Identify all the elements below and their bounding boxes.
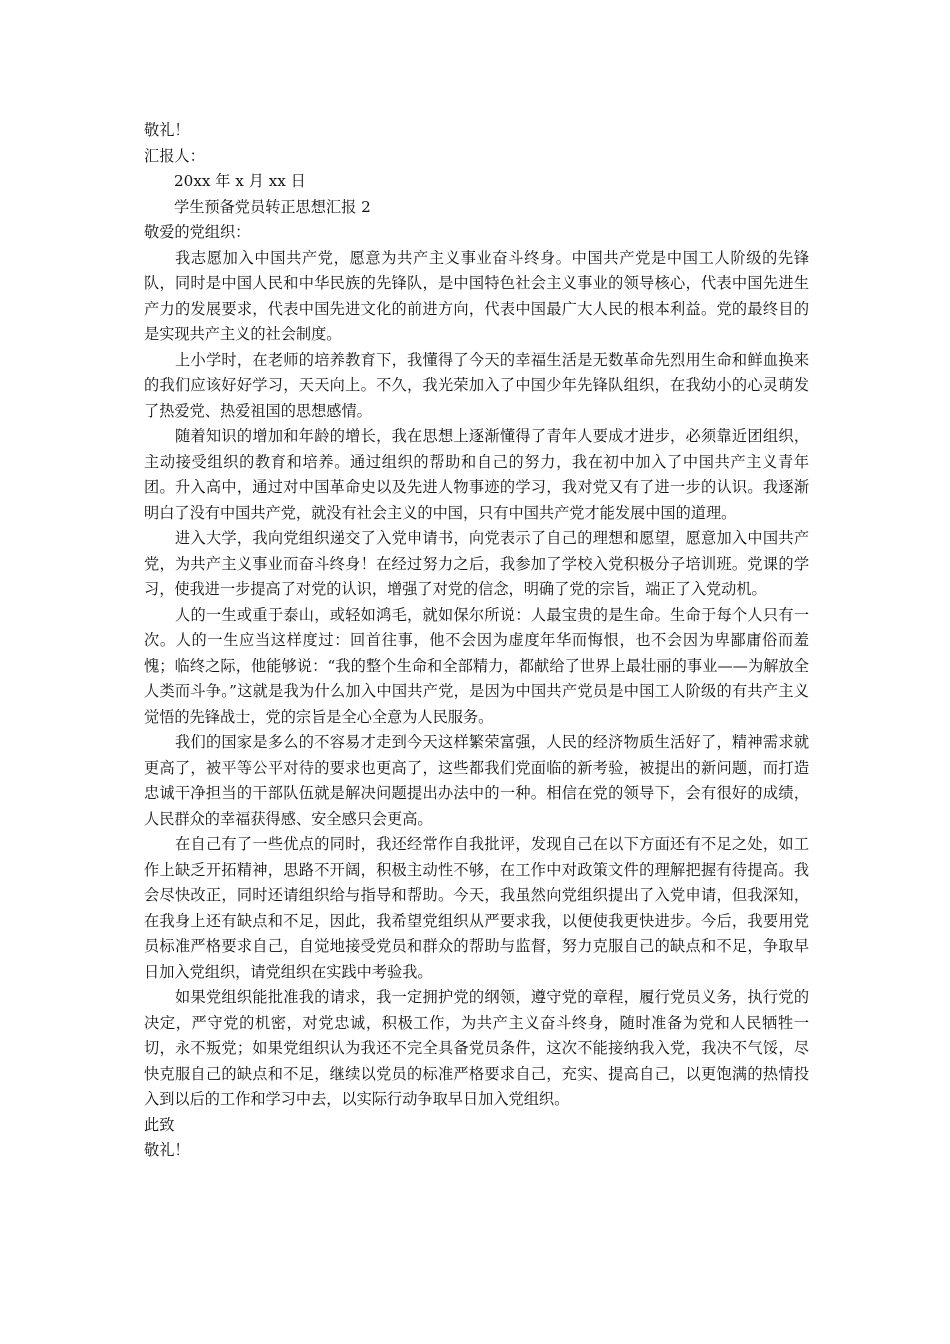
document-page (144, 118, 809, 1164)
body-paragraph-3: 随着知识的增加和年龄的增长，我在思想上逐渐懂得了青年人要成才进步，必须靠近团组织，主动接受组织的教育和培养。通过组织的帮助和自己的努力，我在初中加入了中国共产主义青年团。升入高中，通过对中国革命史以及先进人物事迹的学习，我对党又有了进一步的认识。我逐渐明白了没有中国共产党，就没有社会主义的中国，只有中国共产党才能发展中国的道理。 (144, 427, 809, 522)
body-paragraph-2: 上小学时，在老师的培养教育下，我懂得了今天的幸福生活是无数革命先烈用生命和鲜血换来的我们应该好好学习，天天向上。不久，我光荣加入了中国少年先锋队组织，在我幼小的心灵萌发了热爱党、热爱祖国的思想感情。 (144, 350, 809, 420)
report-date: 20xx 年 x 月 xx 日 (174, 172, 306, 190)
reporter-label: 汇报人： (144, 146, 205, 165)
body-paragraph-5: 人的一生或重于泰山，或轻如鸿毛，就如保尔所说：人最宝贵的是生命。生命于每个人只有一次。人的一生应当这样度过：回首往事，他不会因为虚度年华而悔恨，也不会因为卑鄙庸俗而羞愧；临终之际，他能够说：“我的整个生命和全部精力，都献给了世界上最壮丽的事业——为解放全人类而斗争。”这就是我为什么加入中国共产党，是因为中国共产党员是中国工人阶级的有共产主义觉悟的先锋战士，党的宗旨是全心全意为人民服务。 (144, 605, 809, 726)
body-paragraph-7: 在自己有了一些优点的同时，我还经常作自我批评，发现自己在以下方面还有不足之处，如工作上缺乏开拓精神，思路不开阔，积极主动性不够，在工作中对政策文件的理解把握有待提高。我会尽快改正，同时还请组织给与指导和帮助。今天，我虽然向党组织提出了入党申请，但我深知，在我身上还有缺点和不足，因此，我希望党组织从严要求我，以便使我更快进步。今后，我要用党员标准严格要求自己，自觉地接受党员和群众的帮助与监督，努力克服自己的缺点和不足，争取早日加入党组织，请党组织在实践中考验我。 (144, 835, 809, 981)
salute-top: 敬礼！ (144, 121, 190, 139)
document-title: 学生预备党员转正思想汇报 2 (174, 197, 371, 216)
salute-bottom: 敬礼！ (144, 1141, 190, 1159)
body-paragraph-4: 进入大学，我向党组织递交了入党申请书，向党表示了自己的理想和愿望，愿意加入中国共产党，为共产主义事业而奋斗终身！在经过努力之后，我参加了学校入党积极分子培训班。党课的学习，使我进一步提高了对党的认识，增强了对党的信念，明确了党的宗旨，端正了入党动机。 (144, 529, 809, 598)
letter-greeting: 敬爱的党组织： (144, 223, 251, 241)
body-paragraph-1: 我志愿加入中国共产党，愿意为共产主义事业奋斗终身。中国共产党是中国工人阶级的先锋队，同时是中国人民和中华民族的先锋队，是中国特色社会主义事业的领导核心，代表中国先进生产力的发展要求，代表中国先进文化的前进方向，代表中国最广大人民的根本利益。党的最终目的是实现共产主义的社会制度。 (144, 248, 809, 343)
body-paragraph-8: 如果党组织能批准我的请求，我一定拥护党的纲领，遵守党的章程，履行党员义务，执行党的决定，严守党的机密，对党忠诚，积极工作，为共产主义奋斗终身，随时准备为党和人民牺牲一切，永不叛党；如果党组织认为我还不完全具备党员条件，这次不能接纳我入党，我决不气馁，尽快克服自己的缺点和不足，继续以党员的标准严格要求自己，充实、提高自己，以更饱满的热情投入到以后的工作和学习中去，以实际行动争取早日加入党组织。 (144, 988, 809, 1108)
letter-closing: 此致 (144, 1115, 175, 1134)
body-paragraph-6: 我们的国家是多么的不容易才走到今天这样繁荣富强，人民的经济物质生活好了，精神需求就更高了，被平等公平对待的要求也更高了，这些都我们党面临的新考验，被提出的新问题，而打造忠诚干净担当的干部队伍就是解决问题提出办法中的一种。相信在党的领导下，会有很好的成绩，人民群众的幸福获得感、安全感只会更高。 (144, 733, 809, 828)
